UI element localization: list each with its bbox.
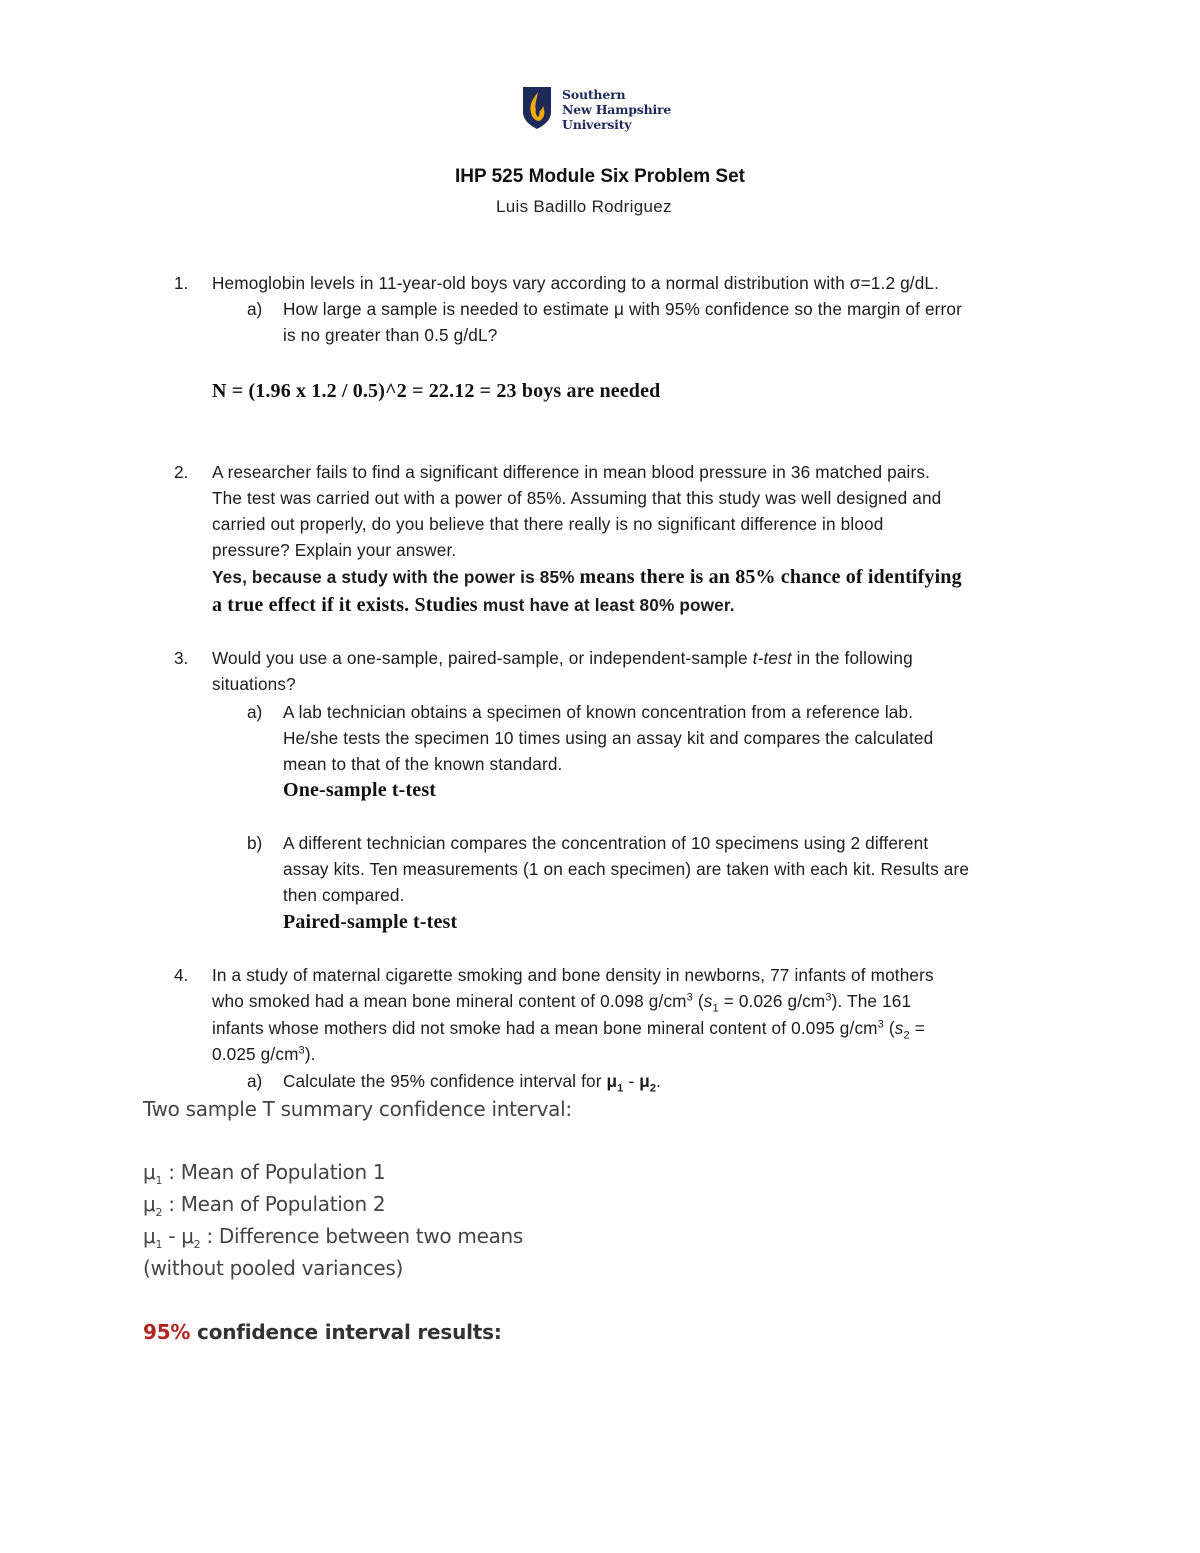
q2-line-2: The test was carried out with a power of 85%. Assuming that this study was well designed and: [212, 488, 942, 508]
author-name: Luis Badillo Rodriguez: [496, 197, 672, 216]
q3a-line-3: mean to that of the known standard.: [283, 754, 563, 774]
snhu-shield-icon: [522, 86, 552, 130]
q4-sup-3a: 3: [686, 991, 693, 1004]
q2-answer-line-1: [212, 566, 962, 589]
summary-diff-mu1: μ: [143, 1224, 156, 1248]
q3a-line-1: A lab technician obtains a specimen of known concentration from a reference lab.: [283, 702, 914, 722]
q4-line-2-value: = 0.026 g/cm: [718, 991, 826, 1011]
q3b-line-3: then compared.: [283, 885, 405, 905]
summary-mu2-symbol: μ: [143, 1192, 156, 1216]
document-title: IHP 525 Module Six Problem Set: [454, 166, 746, 187]
logo-line-1: Southern: [562, 87, 626, 102]
q4-sup-3d: 3: [298, 1044, 305, 1057]
q4-line-4-text: 0.025 g/cm: [212, 1044, 299, 1064]
q4-line-2-paren: (: [692, 991, 704, 1011]
q2-line-1: A researcher fails to find a significant difference in mean blood pressure in 36 matched pairs.: [212, 462, 931, 482]
q1-text: Hemoglobin levels in 11-year-old boys vary according to a normal distribution with σ=1.2 g/dL.: [212, 273, 940, 293]
q4-s-italic-2: s: [894, 1018, 904, 1038]
q1-number: 1.: [174, 273, 189, 293]
q4-line-2-text: who smoked had a mean bone mineral content of 0.098 g/cm: [212, 991, 687, 1011]
q3b-answer: Paired-sample t-test: [283, 911, 458, 933]
logo-line-2: New Hampshire: [562, 102, 672, 117]
q3-number: 3.: [174, 648, 189, 668]
q3-line-2: situations?: [212, 674, 296, 694]
q3b-label: b): [247, 833, 263, 853]
summary-diff-sub1: 1: [155, 1238, 163, 1251]
q3-line-1: [212, 648, 913, 669]
q4-line-3-text: infants whose mothers did not smoke had a mean bone mineral content of 0.095 g/cm: [212, 1018, 878, 1038]
q4-line-1: In a study of maternal cigarette smoking and bone density in newborns, 77 infants of mothers: [212, 965, 934, 985]
q3a-line-2: He/she tests the specimen 10 times using an assay kit and compares the calculated: [283, 728, 934, 748]
q3a-answer: One-sample t-test: [283, 779, 437, 801]
results-heading: [143, 1320, 502, 1344]
q4-line-2-end: ). The 161: [831, 991, 912, 1011]
summary-diff-sub2: 2: [193, 1238, 201, 1251]
q4a-mu-2: μ: [639, 1071, 650, 1091]
q1a-label: a): [247, 299, 263, 319]
snhu-logo: [522, 86, 671, 132]
summary-mu1: [143, 1160, 385, 1187]
q1a-line-2: is no greater than 0.5 g/dL?: [283, 325, 498, 345]
q2-line-4: pressure? Explain your answer.: [212, 540, 457, 560]
q4a-end: .: [656, 1071, 662, 1091]
q4a-sub-1: 1: [617, 1082, 624, 1095]
q4-sub-1: 1: [712, 1002, 719, 1015]
q4a-mu-1: μ: [606, 1071, 618, 1091]
q4a-sub-2: 2: [649, 1082, 657, 1095]
q4-line-3-end: =: [909, 1018, 925, 1038]
q2-answer-part-1: Yes, because a study with the power is 85%: [212, 567, 580, 587]
q1-answer: N = (1.96 x 1.2 / 0.5)^2 = 22.12 = 23 boys are needed: [212, 380, 661, 402]
summary-mu1-sub: 1: [155, 1174, 163, 1187]
q1a-line-1: How large a sample is needed to estimate μ with 95% confidence so the margin of error: [283, 299, 962, 319]
q4-number: 4.: [174, 965, 189, 985]
q3b-line-1: A different technician compares the concentration of 10 specimens using 2 different: [283, 833, 929, 853]
q2-answer-line-2: [212, 594, 735, 617]
summary-diff-text: : Difference between two means: [200, 1224, 524, 1248]
q2-answer-part-3: a true effect if it exists. Studies: [212, 594, 483, 616]
q4a-text: [283, 1071, 661, 1094]
q4a-text-main: Calculate the 95% confidence interval for: [283, 1071, 607, 1091]
logo-line-3: University: [562, 117, 632, 132]
summary-diff-mu2: μ: [181, 1224, 194, 1248]
summary-diff-minus: -: [162, 1224, 182, 1248]
q4-sup-3b: 3: [825, 991, 832, 1004]
summary-note: (without pooled variances): [143, 1256, 403, 1280]
q4-line-3: [212, 1018, 925, 1041]
q2-answer-part-2: means there is an 85% chance of identifying: [579, 566, 962, 588]
q3-ttest-italic: t-test: [752, 648, 792, 668]
summary-mu1-text: : Mean of Population 1: [162, 1160, 386, 1184]
q3b-line-2: assay kits. Ten measurements (1 on each specimen) are taken with each kit. Results are: [283, 859, 970, 879]
summary-mu2-sub: 2: [155, 1206, 163, 1219]
q4-s-italic-1: s: [703, 991, 713, 1011]
q3a-label: a): [247, 702, 263, 722]
summary-diff: [143, 1224, 523, 1251]
q4a-minus: -: [623, 1071, 640, 1091]
q4-sub-2: 2: [903, 1029, 910, 1042]
summary-mu1-symbol: μ: [143, 1160, 156, 1184]
q4-line-4: [212, 1044, 316, 1065]
q2-line-3: carried out properly, do you believe that there really is no significant difference in blood: [212, 514, 884, 534]
summary-mu2-text: : Mean of Population 2: [162, 1192, 386, 1216]
results-text: confidence interval results:: [190, 1320, 502, 1344]
q2-number: 2.: [174, 462, 189, 482]
q2-answer-part-4: must have at least 80% power.: [482, 595, 735, 615]
q4-line-4-end: ).: [304, 1044, 316, 1064]
q4-sup-3c: 3: [877, 1018, 884, 1031]
q4-line-2: [212, 991, 911, 1014]
q3-line-1-end: in the following: [791, 648, 913, 668]
q3-line-1-text: Would you use a one-sample, paired-sample, or independent-sample: [212, 648, 753, 668]
summary-heading: Two sample T summary confidence interval:: [143, 1097, 572, 1121]
results-percent: 95%: [143, 1320, 191, 1344]
summary-mu2: [143, 1192, 385, 1219]
q4-line-3-paren: (: [883, 1018, 895, 1038]
q4a-label: a): [247, 1071, 263, 1091]
